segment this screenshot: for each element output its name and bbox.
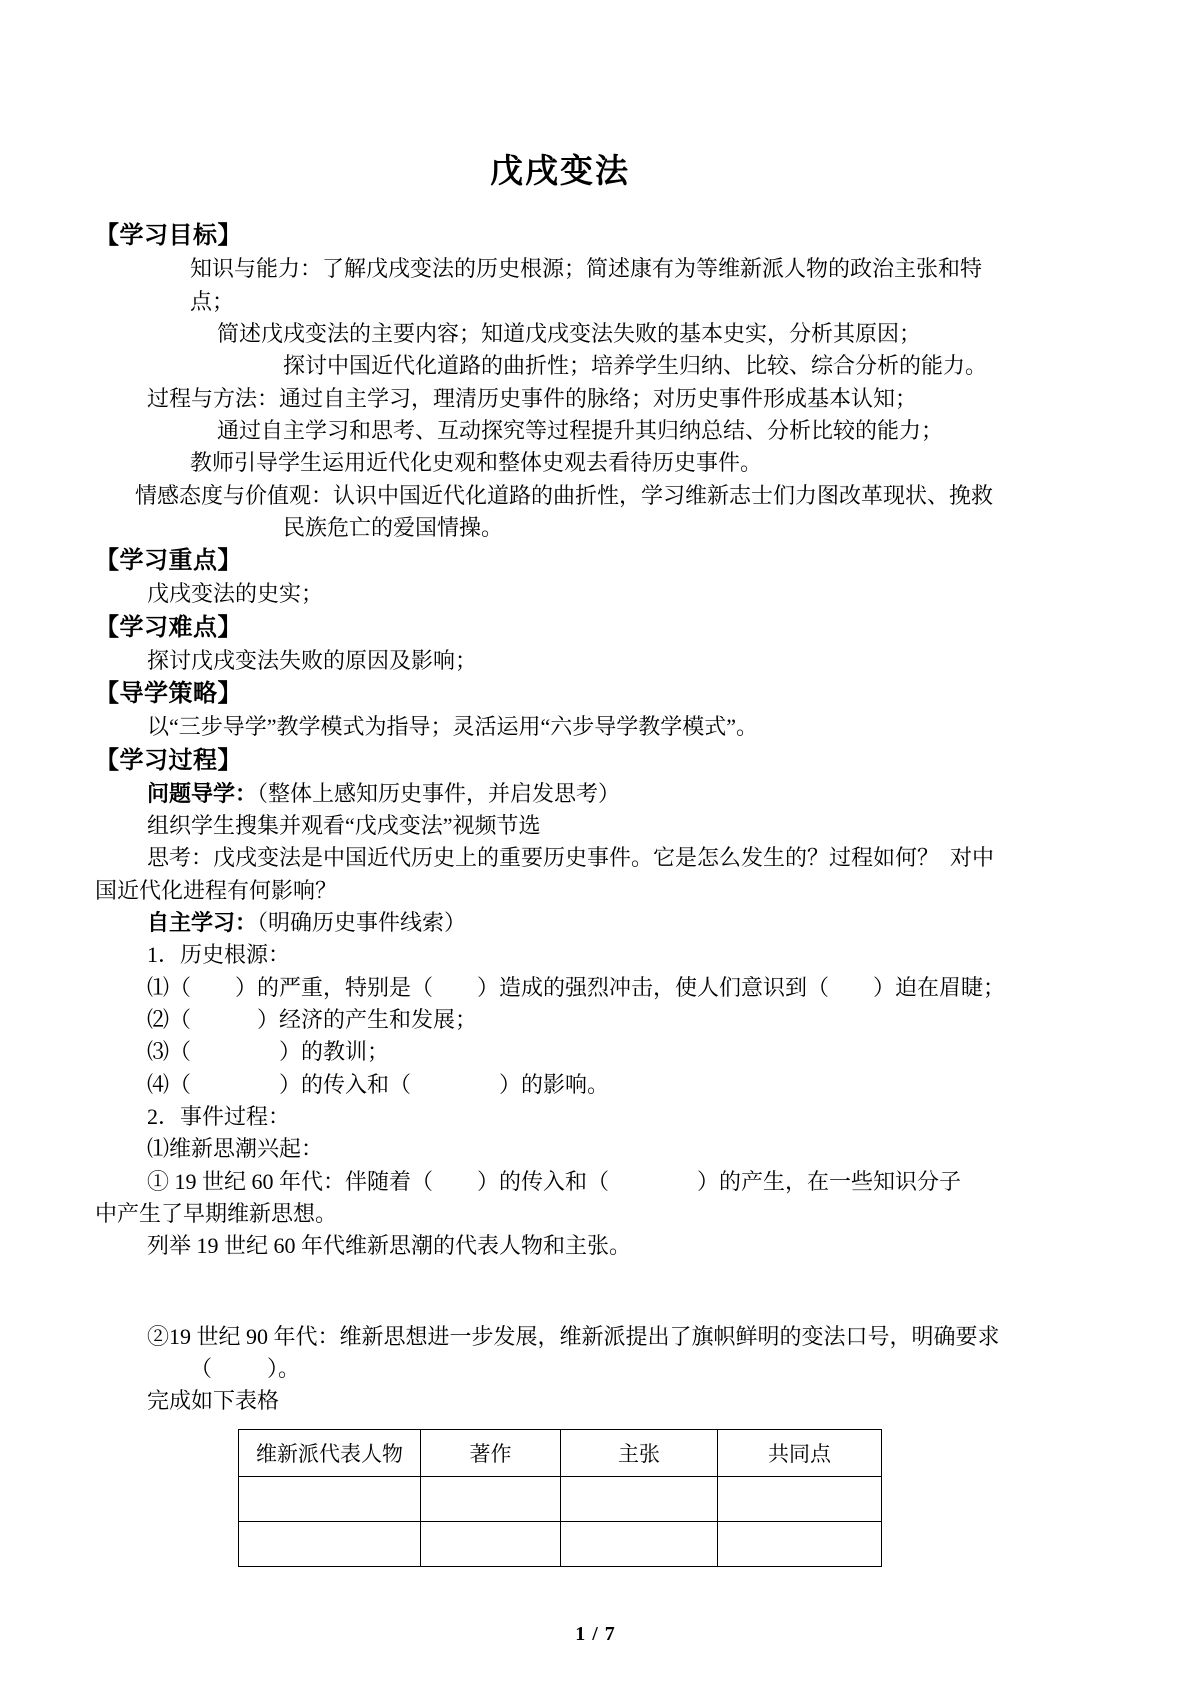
- table-cell[interactable]: [239, 1477, 421, 1522]
- reform-item-1-line-2: 中产生了早期维新思想。: [95, 1200, 338, 1226]
- section-heading-process: 【学习过程】: [95, 747, 242, 774]
- page-footer: 1 / 7: [575, 1623, 616, 1645]
- subsection-reform-thought-title: ⑴维新思潮兴起：: [147, 1136, 324, 1162]
- table-header-row: [239, 1430, 882, 1477]
- strategy-body: 以“三步导学”教学模式为指导；灵活运用“六步导学教学模式”。: [147, 714, 759, 740]
- self-study-line: [95, 907, 1025, 939]
- spacer-after-title: [95, 193, 1025, 219]
- key-points-body: 戊戌变法的史实；: [147, 581, 324, 607]
- table-header-cell: 共同点: [718, 1430, 882, 1477]
- question-guide-line: [95, 778, 1025, 810]
- subsection-historical-roots-title: 1．历史根源：: [147, 942, 291, 968]
- table-row: [239, 1477, 882, 1522]
- think-prompt-line-2: 国近代化进程有何影响？: [95, 877, 338, 903]
- reform-item-1-line-1: ① 19 世纪 60 年代：伴随着（ ）的传入和（ ）的产生，在一些知识分子: [147, 1168, 962, 1194]
- objective-line-4: 过程与方法：通过自主学习，理清历史事件的脉络；对历史事件形成基本认知；: [147, 385, 918, 411]
- answer-space-blank-area: [95, 1263, 1025, 1321]
- table-prompt: 完成如下表格: [147, 1388, 280, 1414]
- table-cell[interactable]: [561, 1522, 718, 1567]
- reform-item-2-line-1: ②19 世纪 90 年代：维新思想进一步发展，维新派提出了旗帜鲜明的变法口号，明确要求: [147, 1323, 1000, 1349]
- think-prompt-line-1: 思考：戊戌变法是中国近代历史上的重要历史事件。它是怎么发生的？过程如何？ 对中: [147, 845, 995, 871]
- objective-line-3: 探讨中国近代化道路的曲折性；培养学生归纳、比较、综合分析的能力。: [283, 353, 988, 379]
- root-item-1: ⑴（ ）的严重，特别是（ ）造成的强烈冲击，使人们意识到（ ）迫在眉睫；: [147, 974, 1006, 1000]
- self-study-note: （明确历史事件线索）: [257, 909, 467, 935]
- answer-table-wrapper: [95, 1417, 1025, 1567]
- section-heading-difficult-points: 【学习难点】: [95, 614, 242, 641]
- table-row: [239, 1522, 882, 1567]
- reform-item-1-task: 列举 19 世纪 60 年代维新思潮的代表人物和主张。: [147, 1233, 632, 1259]
- table-header-cell: 著作: [421, 1430, 561, 1477]
- table-header-cell: 维新派代表人物: [239, 1430, 421, 1477]
- table-cell[interactable]: [718, 1522, 882, 1567]
- root-item-4: ⑷（ ）的传入和（ ）的影响。: [147, 1071, 610, 1097]
- subsection-event-process-title: 2．事件过程：: [147, 1103, 291, 1129]
- self-study-label: 自主学习：: [147, 909, 258, 935]
- representatives-table: [238, 1429, 882, 1567]
- organize-students-line: 组织学生搜集并观看“戊戌变法”视频节选: [147, 812, 541, 838]
- question-guide-label: 问题导学：: [147, 780, 258, 806]
- objective-line-2: 简述戊戌变法的主要内容；知道戊戌变法失败的基本史实，分析其原因；: [217, 320, 922, 346]
- question-guide-note: （整体上感知历史事件，并启发思考）: [257, 780, 621, 806]
- table-cell[interactable]: [561, 1477, 718, 1522]
- table-cell[interactable]: [421, 1477, 561, 1522]
- section-heading-objectives: 【学习目标】: [95, 223, 242, 250]
- page-title: 戊戌变法: [490, 154, 630, 190]
- table-cell[interactable]: [718, 1477, 882, 1522]
- table-cell[interactable]: [239, 1522, 421, 1567]
- reform-item-2-line-2: （ ）。: [190, 1355, 301, 1381]
- objective-line-7: 情感态度与价值观：认识中国近代化道路的曲折性，学习维新志士们力图改革现状、挽救: [135, 482, 994, 508]
- table-cell[interactable]: [421, 1522, 561, 1567]
- objective-line-8: 民族危亡的爱国情操。: [283, 514, 504, 540]
- root-item-2: ⑵（ ）经济的产生和发展；: [147, 1006, 478, 1032]
- difficult-points-body: 探讨戊戌变法失败的原因及影响；: [147, 647, 478, 673]
- document-content: [95, 0, 1025, 1567]
- objective-line-5: 通过自主学习和思考、互动探究等过程提升其归纳总结、分析比较的能力；: [217, 417, 944, 443]
- table-header-cell: 主张: [561, 1430, 718, 1477]
- section-heading-key-points: 【学习重点】: [95, 548, 242, 575]
- objective-line-6: 教师引导学生运用近代化史观和整体史观去看待历史事件。: [190, 450, 763, 476]
- objective-line-1: 知识与能力：了解戊戌变法的历史根源；简述康有为等维新派人物的政治主张和特点；: [190, 256, 983, 314]
- section-heading-strategy: 【导学策略】: [95, 681, 242, 708]
- root-item-3: ⑶（ ）的教训；: [147, 1039, 390, 1065]
